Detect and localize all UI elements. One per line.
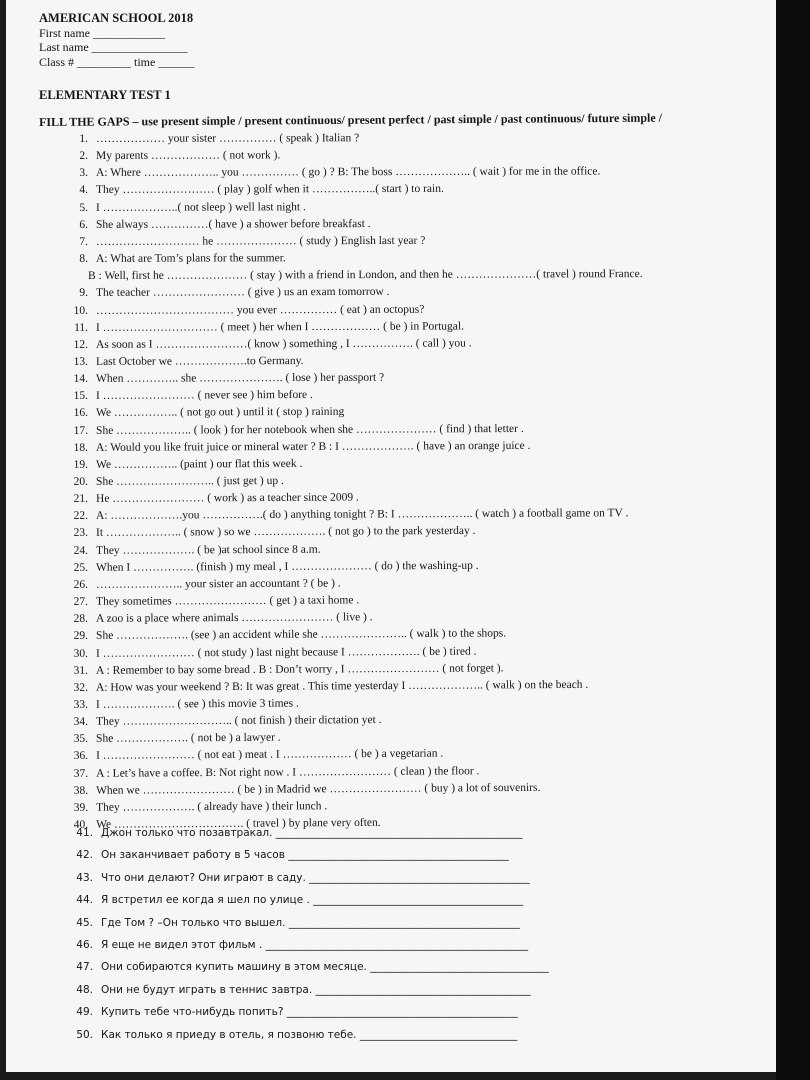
question-item [60,354,304,369]
question-text: They ……………………….. ( not finish ) their dictation yet . [96,714,382,728]
question-text: When ………….. she …………………. ( lose ) her passport ? [96,371,385,385]
question-item [60,799,327,815]
test-title: ELEMENTARY TEST 1 [39,88,171,102]
question-text: B : Well, first he ………………… ( stay ) with a friend in London, and then he …………………( travel ) round France. [88,268,643,283]
question-text: A: Where ……………….. you …………… ( go ) ? B: The boss ……………….. ( wait ) for me in the office. [96,165,601,180]
question-text: As soon as I ……………………( know ) something , I ……………. ( call ) you . [96,337,472,351]
question-text: She always ……………( have ) a shower before breakfast . [96,217,371,231]
question-text: She ……………….. ( look ) for her notebook when she ………………… ( find ) that letter . [96,422,524,437]
question-item [60,285,390,300]
translation-item [61,893,523,907]
question-text: ………………….. your sister an accountant ? ( be ) . [96,577,341,591]
question-item [60,422,524,438]
question-number: 11. [74,321,89,334]
translation-number: 46. [76,939,93,951]
question-number: 34. [73,715,89,729]
question-item [60,696,299,711]
question-item [60,576,341,591]
translation-number: 50. [76,1028,93,1041]
question-item [60,149,280,164]
question-number: 26. [73,578,89,591]
question-number: 28. [73,613,89,626]
question-number: 36. [73,750,89,763]
question-text: He …………………… ( work ) as a teacher since 2009 . [96,491,359,505]
question-number: 13. [73,355,89,368]
question-text: ……………………… he ………………… ( study ) English last year ? [96,234,426,248]
question-item [60,388,313,403]
school-title: AMERICAN SCHOOL 2018 [39,11,194,25]
translation-number: 44. [76,894,93,907]
question-number: 16. [73,407,89,420]
question-item [60,319,464,335]
question-item [60,439,531,455]
translation-item [61,871,530,885]
question-text: We ……………………………. ( travel ) by plane very often. [96,816,381,831]
question-number: 10. [73,304,89,317]
translation-number: 45. [76,916,93,929]
question-number: 19. [73,458,89,471]
question-number: 12. [73,338,89,351]
question-text: It ……………….. ( snow ) so we ………………. ( not go ) to the park yesterday . [96,525,476,540]
translation-number: 49. [76,1006,93,1019]
question-number: 32. [73,681,89,694]
translation-item [61,983,531,997]
translation-text: Я еще не видел этот фильм . __________________________________________________ [101,939,529,951]
instructions: FILL THE GAPS – use present simple / present continuous/ present perfect / past simple / past continuous/ future simple / [39,110,663,129]
question-number: 38. [73,784,89,797]
question-number: 15. [73,390,89,403]
question-number: 7. [79,235,89,248]
header-block [39,11,194,69]
question-text: They sometimes …………………… ( get ) a taxi home . [96,594,360,608]
question-number: 1. [79,132,89,145]
translation-text: Где Том ? –Он только что вышел. ____________________________________________ [101,916,520,929]
translation-text: Они собираются купить машину в этом месяце. __________________________________ [101,961,549,974]
translation-number: 41. [76,827,93,839]
translation-item [61,938,528,952]
question-text: A : Let’s have a coffee. B: Not right now . I …………………… ( clean ) the floor . [96,764,480,780]
translation-number: 43. [76,871,93,884]
question-number: 30. [73,647,89,660]
question-item [60,610,373,626]
question-item [60,457,302,472]
question-item [60,661,504,678]
question-item [60,371,384,386]
question-item [60,559,479,575]
translation-text: Джон только что позавтракал. _______________________________________________ [101,827,523,839]
question-item [60,182,444,197]
question-item [60,405,344,420]
first-name-line: First name ____________ [39,25,165,40]
question-text: I …………………… ( not eat ) meat . I ……………… ( be ) a vegetarian . [96,747,444,763]
question-item [60,302,424,317]
question-item [60,542,321,557]
question-number: 20. [73,475,89,488]
question-text: A zoo is a place where animals …………………… ( live ) . [96,611,373,625]
question-number: 3. [79,167,89,180]
question-text: I …………………… ( not study ) last night because I ………………. ( be ) tired . [96,645,477,660]
translation-text: Купить тебе что-нибудь попить? ____________________________________________ [101,1006,518,1019]
question-number: 21. [73,493,89,506]
question-item [60,491,359,506]
question-item [60,627,506,644]
question-item [60,644,476,660]
translation-item [61,826,523,840]
question-item [60,131,359,146]
question-number: 4. [79,184,89,197]
question-item [60,165,600,181]
question-item [60,678,588,695]
question-item [88,267,643,283]
question-text: When I ……………. (finish ) my meal , I ………………… ( do ) the washing-up . [96,559,479,574]
question-text: A: ……………….you …………….( do ) anything tonight ? B: I ……………….. ( watch ) a football game on TV . [96,507,629,523]
question-number: 8. [79,252,89,265]
dark-edge [776,0,810,1080]
translation-number: 42. [76,849,93,862]
question-item [60,251,286,266]
question-number: 29. [73,630,89,643]
question-item [60,781,540,798]
question-number: 31. [73,664,89,677]
question-item [60,731,281,746]
question-text: I ………………..( not sleep ) well last night . [96,200,306,214]
question-text: A: Would you like fruit juice or mineral water ? B : I ………………. ( have ) an orange juice . [96,439,531,454]
question-number: 40. [73,818,89,831]
question-number: 27. [73,595,89,608]
question-number: 39. [73,801,89,814]
translation-text: Они не будут играть в теннис завтра. _________________________________________ [101,983,531,996]
translation-text: Он заканчивает работу в 5 часов __________________________________________ [101,849,509,862]
question-number: 24. [73,544,89,557]
translation-text: Я встретил ее когда я шел по улице . ________________________________________ [101,894,524,907]
question-number: 22. [73,510,89,523]
question-number: 23. [73,527,89,540]
question-text: They ………………. ( already have ) their lunch . [96,800,328,814]
question-text: She …………………….. ( just get ) up . [96,474,284,488]
question-item [60,200,306,215]
question-text: I ………………………… ( meet ) her when I ……………… ( be ) in Portugal. [96,320,464,334]
question-text: A: How was your weekend ? B: It was great . This time yesterday I ……………….. ( walk ) on the beach . [96,678,589,694]
last-name-line: Last name ________________ [39,40,188,54]
question-text: My parents ……………… ( not work ). [96,149,281,163]
question-item [60,747,443,763]
question-number: 6. [79,218,89,231]
translation-text: Как только я приеду в отель, я позвоню тебе. ______________________________ [101,1028,518,1041]
question-text: When we …………………… ( be ) in Madrid we …………………… ( buy ) a lot of souvenirs. [96,781,541,797]
question-number: 37. [73,767,89,780]
question-text: They ………………. ( be )at school since 8 a.m. [96,543,321,557]
question-item [60,474,284,489]
translation-number: 48. [76,983,93,996]
question-text: They …………………… ( play ) golf when it ……………..( start ) to rain. [96,183,444,197]
translation-item [61,960,549,974]
question-number: 14. [73,372,89,386]
class-time-line: Class # _________ time ______ [39,54,195,69]
question-item [60,336,472,352]
question-item [60,506,628,523]
question-text: ……………… your sister …………… ( speak ) Italian ? [96,132,360,145]
question-item [60,524,476,540]
test-sheet [6,0,776,1072]
question-text: We …………….. ( not go out ) until it ( stop ) raining [96,406,345,420]
question-text: I …………………… ( never see ) him before . [96,389,313,403]
translation-item [61,1005,518,1019]
question-number: 35. [73,733,89,746]
translation-text: Что они делают? Они играют в саду. __________________________________________ [101,871,530,884]
translation-number: 47. [76,961,93,974]
question-text: The teacher …………………… ( give ) us an exam tomorrow . [96,286,390,300]
translation-item [61,1028,517,1042]
question-item [60,713,382,729]
question-number: 2. [79,150,89,163]
question-number: 33. [73,698,89,711]
question-text: She ………………. ( not be ) a lawyer . [96,731,281,746]
question-text: A : Remember to bay some bread . B : Don’t worry , I …………………… ( not forget ). [96,662,504,677]
translation-item [61,916,520,930]
question-text: I ………………. ( see ) this movie 3 times . [96,697,299,711]
question-text: A: What are Tom’s plans for the summer. [96,252,286,265]
question-text: ……………………………… you ever …………… ( eat ) an octopus? [96,303,425,317]
question-text: We …………….. (paint ) our flat this week . [96,457,303,471]
question-text: She ………………. (see ) an accident while she ………………….. ( walk ) to the shops. [96,627,507,643]
question-item [60,593,359,609]
question-number: 17. [73,424,89,437]
question-number: 5. [79,201,89,214]
question-item [60,234,425,249]
question-text: Last October we ……………….to Germany. [96,354,304,368]
question-number: 18. [73,441,89,454]
question-item [60,217,371,232]
translation-item [61,848,509,862]
question-number: 9. [79,287,89,300]
question-number: 25. [73,561,89,574]
question-item [60,764,479,781]
